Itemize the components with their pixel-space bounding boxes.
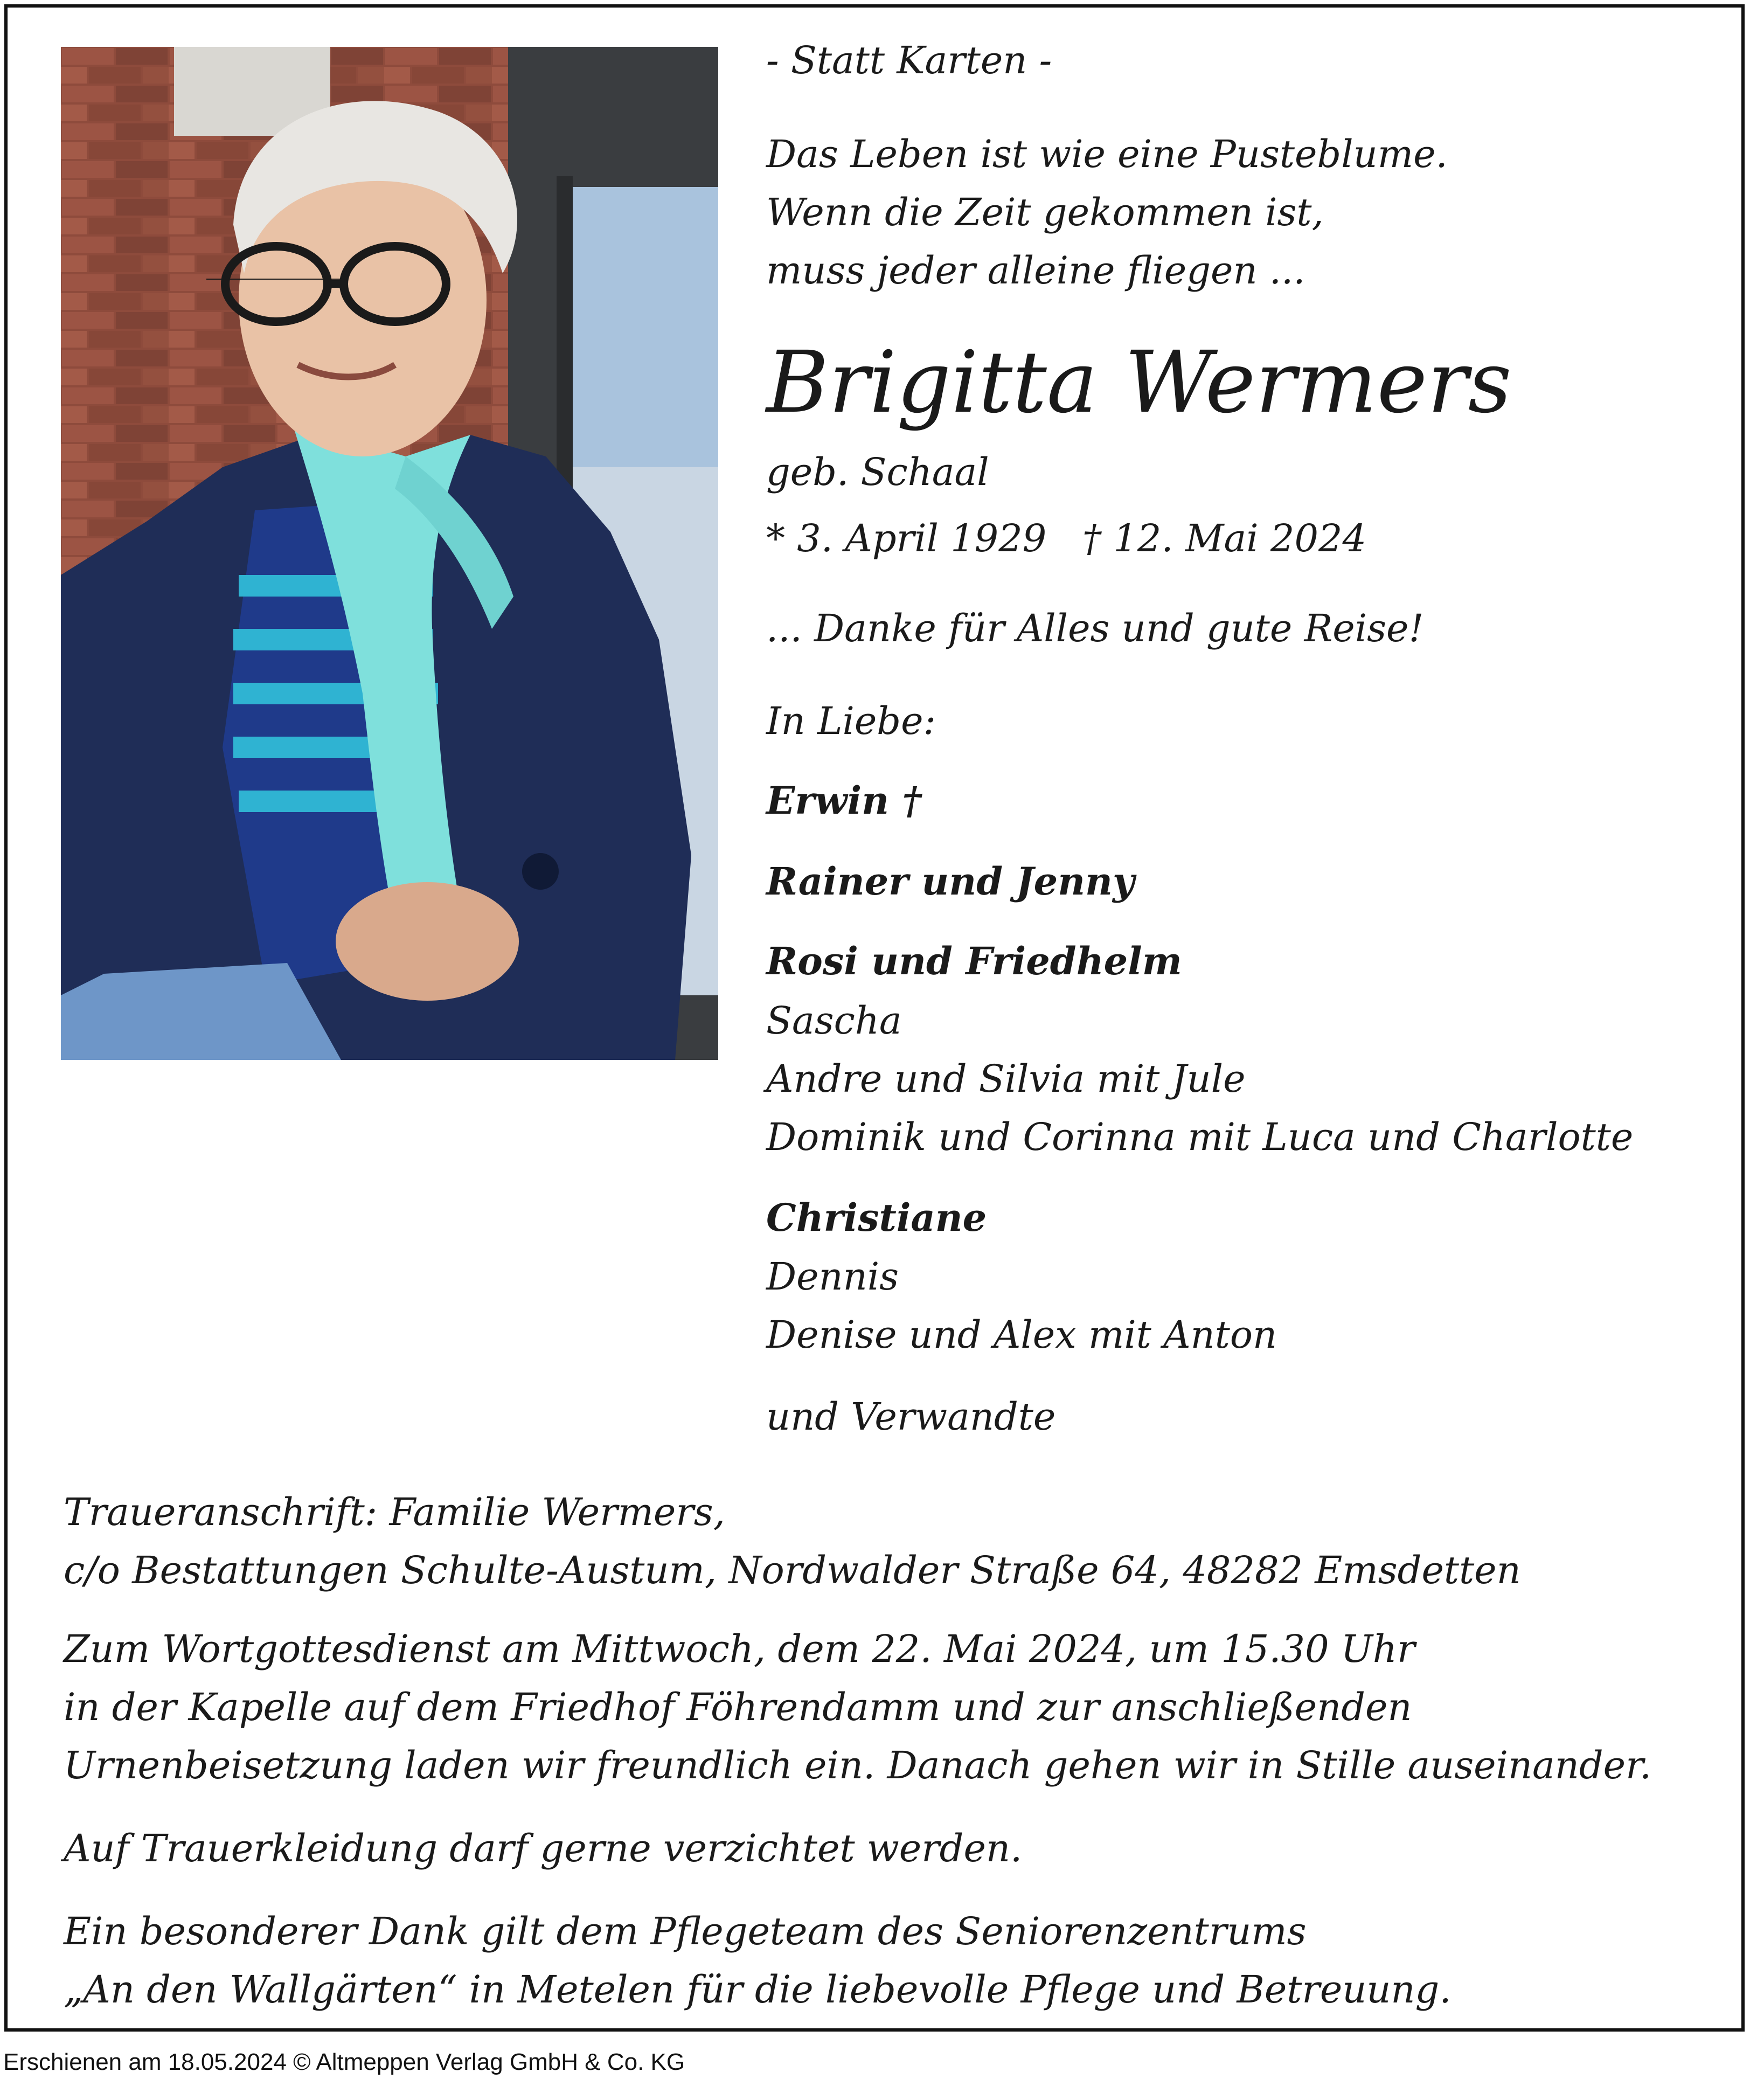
life-dates: * 3. April 1929 † 12. Mai 2024 [766,516,1367,560]
poem-line: Wenn die Zeit gekommen ist, [766,190,1324,234]
thanks-line: Ein besonderer Dank gilt dem Pflegeteam des Seniorenzentrums [64,1909,1307,1953]
statt-karten: - Statt Karten - [766,38,1052,82]
poem-line: Das Leben ist wie eine Pusteblume. [766,132,1448,176]
mourner-member: Denise und Alex mit Anton [766,1313,1277,1357]
poem-line: muss jeder alleine fliegen ... [766,248,1305,293]
mourner-member: Sascha [766,999,902,1043]
clothing-note: Auf Trauerkleidung darf gerne verzichtet werden. [64,1826,1023,1870]
service-line: Zum Wortgottesdienst am Mittwoch, dem 22. Mai 2024, um 15.30 Uhr [64,1627,1415,1671]
mourner-head: Rainer und Jenny [766,859,1135,904]
publication-footer: Erschienen am 18.05.2024 © Altmeppen Verlag GmbH & Co. KG [3,2049,685,2075]
mourner-member: Dennis [766,1255,899,1299]
mourner-member: Andre und Silvia mit Jule [766,1057,1246,1101]
service-line: in der Kapelle auf dem Friedhof Föhrendamm und zur anschließenden [64,1685,1412,1729]
service-line: Urnenbeisetzung laden wir freundlich ein. Danach gehen wir in Stille auseinander. [64,1743,1652,1787]
mourner-head: Christiane [766,1195,987,1240]
birth-name: geb. Schaal [766,450,989,494]
address-line: c/o Bestattungen Schulte-Austum, Nordwalder Straße 64, 48282 Emsdetten [64,1548,1521,1592]
thanks-line: „An den Wallgärten“ in Metelen für die liebevolle Pflege und Betreuung. [64,1967,1452,2012]
portrait-photo [61,47,718,1060]
address-line: Traueranschrift: Familie Wermers, [64,1490,725,1534]
mourners-intro: In Liebe: [766,699,936,743]
farewell-line: ... Danke für Alles und gute Reise! [766,606,1424,650]
mourner-head: Erwin † [766,778,922,823]
mourner-head: Rosi und Friedhelm [766,939,1182,983]
relatives-line: und Verwandte [766,1395,1056,1439]
mourner-member: Dominik und Corinna mit Luca und Charlotte [766,1115,1634,1159]
deceased-name: Brigitta Wermers [766,333,1512,432]
